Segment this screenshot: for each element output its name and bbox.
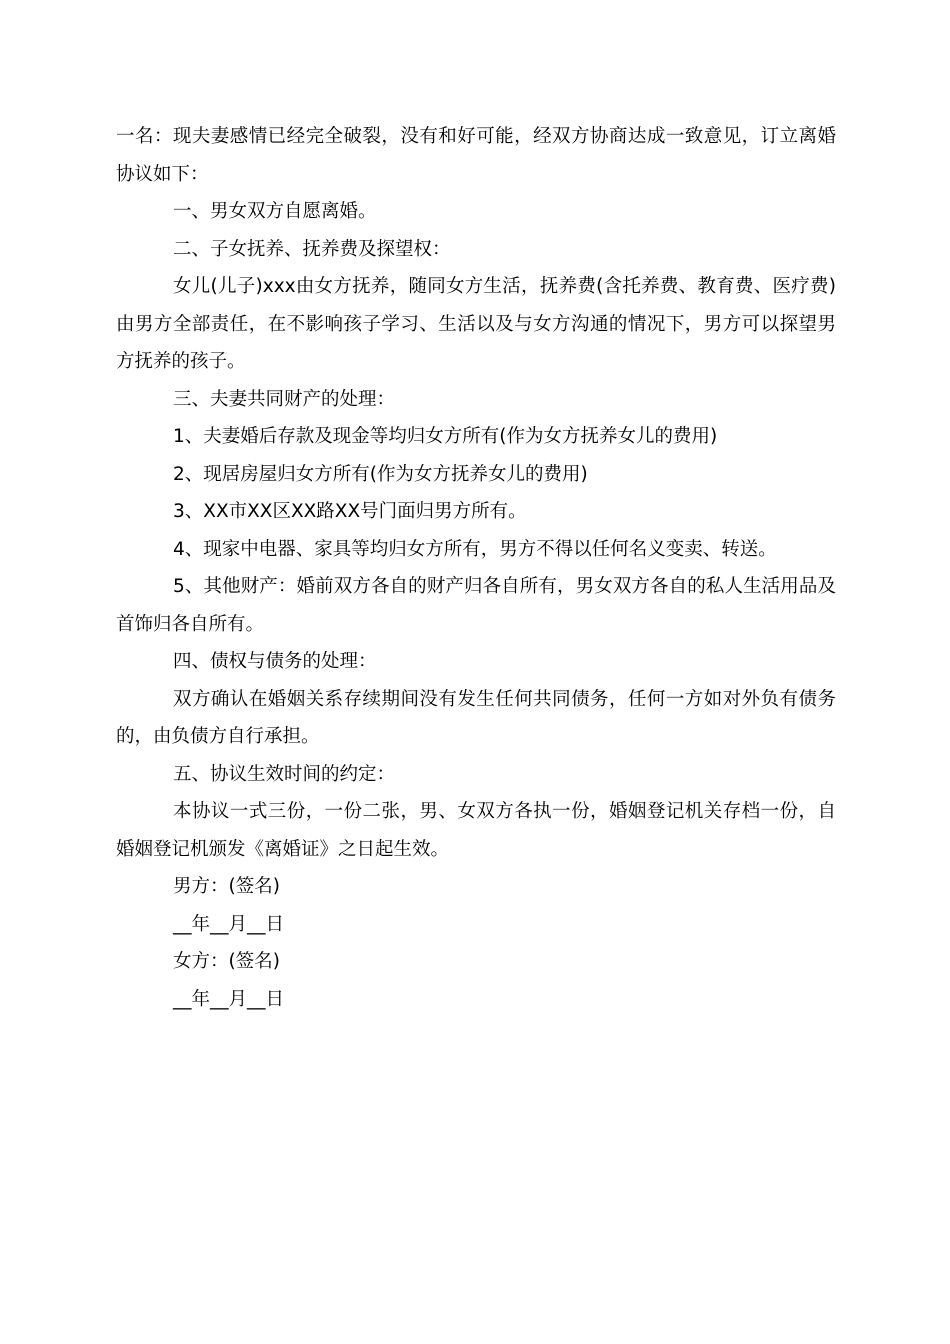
clause-1: 一、男女双方自愿离婚。 <box>173 201 377 222</box>
male-signature-date: __年__月__日 <box>173 913 285 935</box>
female-signature-date: __年__月__日 <box>173 988 285 1010</box>
female-signature-label: 女方：(签名) <box>173 951 280 972</box>
child-custody-paragraph: 女儿(儿子)xxx由女方抚养，随同女方生活，抚养费(含托养费、教育费、医疗费)由男方全部责任，在不影响孩子学习、生活以及与女方沟通的情况下，男方可以探望男方抚养的孩子。 <box>116 276 836 372</box>
intro-paragraph: 一名：现夫妻感情已经完全破裂，没有和好可能，经双方协商达成一致意见，订立离婚协议如下： <box>116 126 836 185</box>
property-item-4: 4、现家中电器、家具等均归女方所有，男方不得以任何名义变卖、转送。 <box>173 538 777 560</box>
property-item-3: 3、XX市XX区XX路XX号门面归男方所有。 <box>173 501 527 522</box>
heading-debts: 四、债权与债务的处理： <box>173 651 377 672</box>
heading-joint-property: 三、夫妻共同财产的处理： <box>173 388 396 410</box>
effective-date-paragraph: 本协议一式三份，一份二张，男、女双方各执一份，婚姻登记机关存档一份，自婚姻登记机颁发《离婚证》之日起生效。 <box>116 801 836 860</box>
debts-paragraph: 双方确认在婚姻关系存续期间没有发生任何共同债务，任何一方如对外负有债务的，由负债方自行承担。 <box>116 688 836 747</box>
property-item-2: 2、现居房屋归女方所有(作为女方抚养女儿的费用) <box>173 463 588 485</box>
property-item-5: 5、其他财产：婚前双方各自的财产归各自所有，男女双方各自的私人生活用品及首饰归各自所有。 <box>116 576 836 635</box>
heading-effective-date: 五、协议生效时间的约定： <box>173 763 396 785</box>
document-body <box>116 118 836 1018</box>
property-item-1: 1、夫妻婚后存款及现金等均归女方所有(作为女方抚养女儿的费用) <box>173 426 718 447</box>
heading-child-custody: 二、子女抚养、抚养费及探望权： <box>173 238 451 260</box>
male-signature-label: 男方：(签名) <box>173 876 280 897</box>
